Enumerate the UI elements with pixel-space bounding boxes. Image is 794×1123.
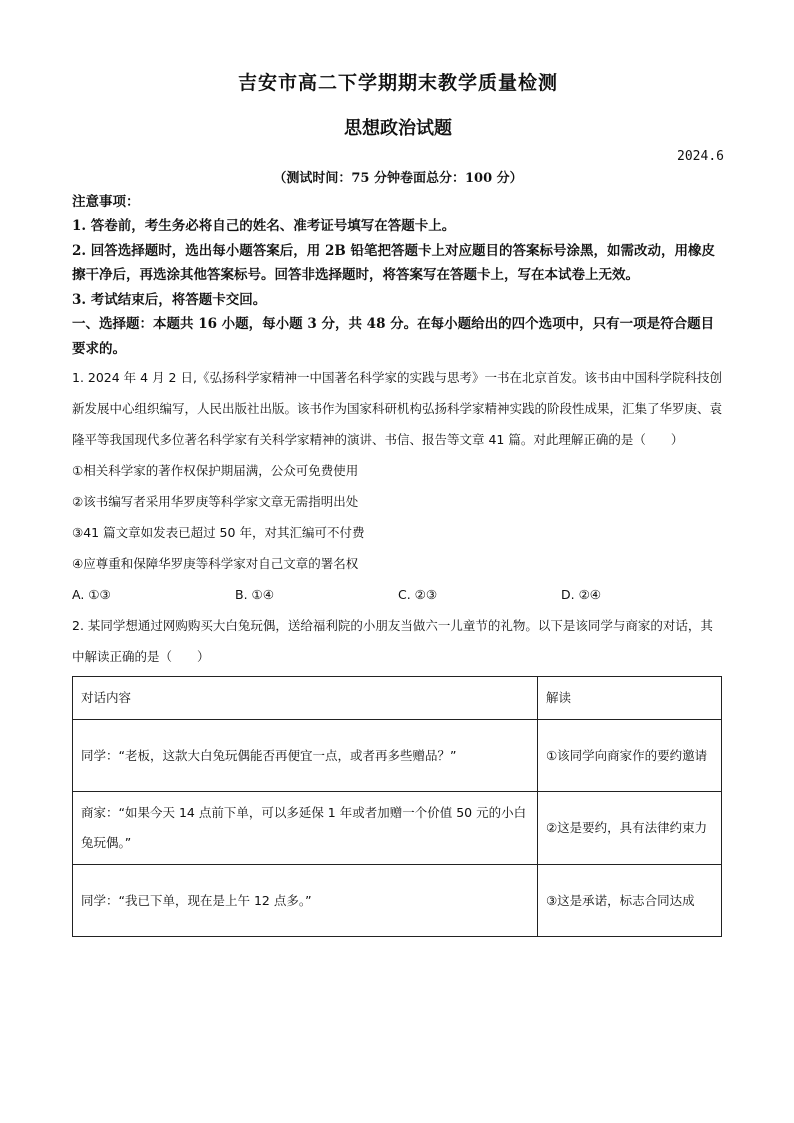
- exam-title: 吉安市高二下学期期末教学质量检测: [237, 72, 558, 94]
- choice-b: B. ①④: [235, 587, 274, 602]
- table-row: [73, 720, 722, 792]
- exam-date: 2024.6: [677, 149, 724, 164]
- section-heading: 一、选择题：本题共 16 小题，每小题 3 分，共 48 分。在每小题给出的四个选项中，只有一项是符合题目要求的。: [72, 316, 715, 357]
- table-row: [73, 792, 722, 865]
- exam-subtitle: 思想政治试题: [344, 118, 452, 139]
- time-note: （测试时间：75 分钟卷面总分：100 分）: [273, 171, 523, 186]
- table-header-row: [73, 677, 722, 720]
- notice-item-2: 2. 回答选择题时，选出每小题答案后，用 2B 铅笔把答题卡上对应题目的答案标号涂黑，如需改动，用橡皮擦干净后，再选涂其他答案标号。回答非选择题时，将答案写在答题卡上，写在本试卷上无效。: [72, 242, 715, 283]
- table-cell-interpretation: ②这是要约，具有法律约束力: [537, 792, 721, 865]
- question-1-statement-1: ①相关科学家的著作权保护期届满，公众可免费使用: [72, 463, 359, 478]
- table-header-interpretation: 解读: [537, 677, 721, 720]
- question-1-statement-4: ④应尊重和保障华罗庚等科学家对自己文章的署名权: [72, 556, 359, 571]
- question-1-statement-3: ③41 篇文章如发表已超过 50 年，对其汇编可不付费: [72, 525, 365, 540]
- notice-item-3: 3. 考试结束后，将答题卡交回。: [72, 291, 267, 308]
- question-1-stem: 1. 2024 年 4 月 2 日,《弘扬科学家精神一中国著名科学家的实践与思考》一书在北京首发。该书由中国科学院科技创新发展中心组织编写，人民出版社出版。该书作为国家科研机构弘扬科学家精神实践的阶段性成果，汇集了华罗庚、袁隆平等我国现代多位著名科学家有关科学家精神的演讲、书信、报告等文章 41 篇。对此理解正确的是（ ）: [72, 370, 723, 447]
- question-2-stem: 2. 某同学想通过网购购买大白兔玩偶，送给福利院的小朋友当做六一儿童节的礼物。以下是该同学与商家的对话，其中解读正确的是（ ）: [72, 618, 713, 664]
- table-cell-interpretation: ①该同学向商家作的要约邀请: [537, 720, 721, 792]
- table-cell-dialog: 同学：“我已下单，现在是上午 12 点多。”: [73, 865, 538, 937]
- table-cell-dialog: 商家：“如果今天 14 点前下单，可以多延保 1 年或者加赠一个价值 50 元的小白兔玩偶。”: [73, 792, 538, 865]
- choice-a: A. ①③: [72, 587, 111, 602]
- notice-heading: 注意事项：: [72, 194, 140, 210]
- question-1-choices: [72, 579, 724, 610]
- exam-page: [72, 66, 724, 937]
- notice-item-1: 1. 答卷前，考生务必将自己的姓名、准考证号填写在答题卡上。: [72, 218, 456, 234]
- question-1-statement-2: ②该书编写者采用华罗庚等科学家文章无需指明出处: [72, 494, 359, 509]
- choice-c: C. ②③: [398, 587, 438, 602]
- table-row: [73, 865, 722, 937]
- choice-d: D. ②④: [561, 587, 601, 602]
- table-header-dialog: 对话内容: [73, 677, 538, 720]
- table-cell-dialog: 同学：“老板，这款大白兔玩偶能否再便宜一点，或者再多些赠品？”: [73, 720, 538, 792]
- table-cell-interpretation: ③这是承诺，标志合同达成: [537, 865, 721, 937]
- dialog-table: [72, 676, 722, 937]
